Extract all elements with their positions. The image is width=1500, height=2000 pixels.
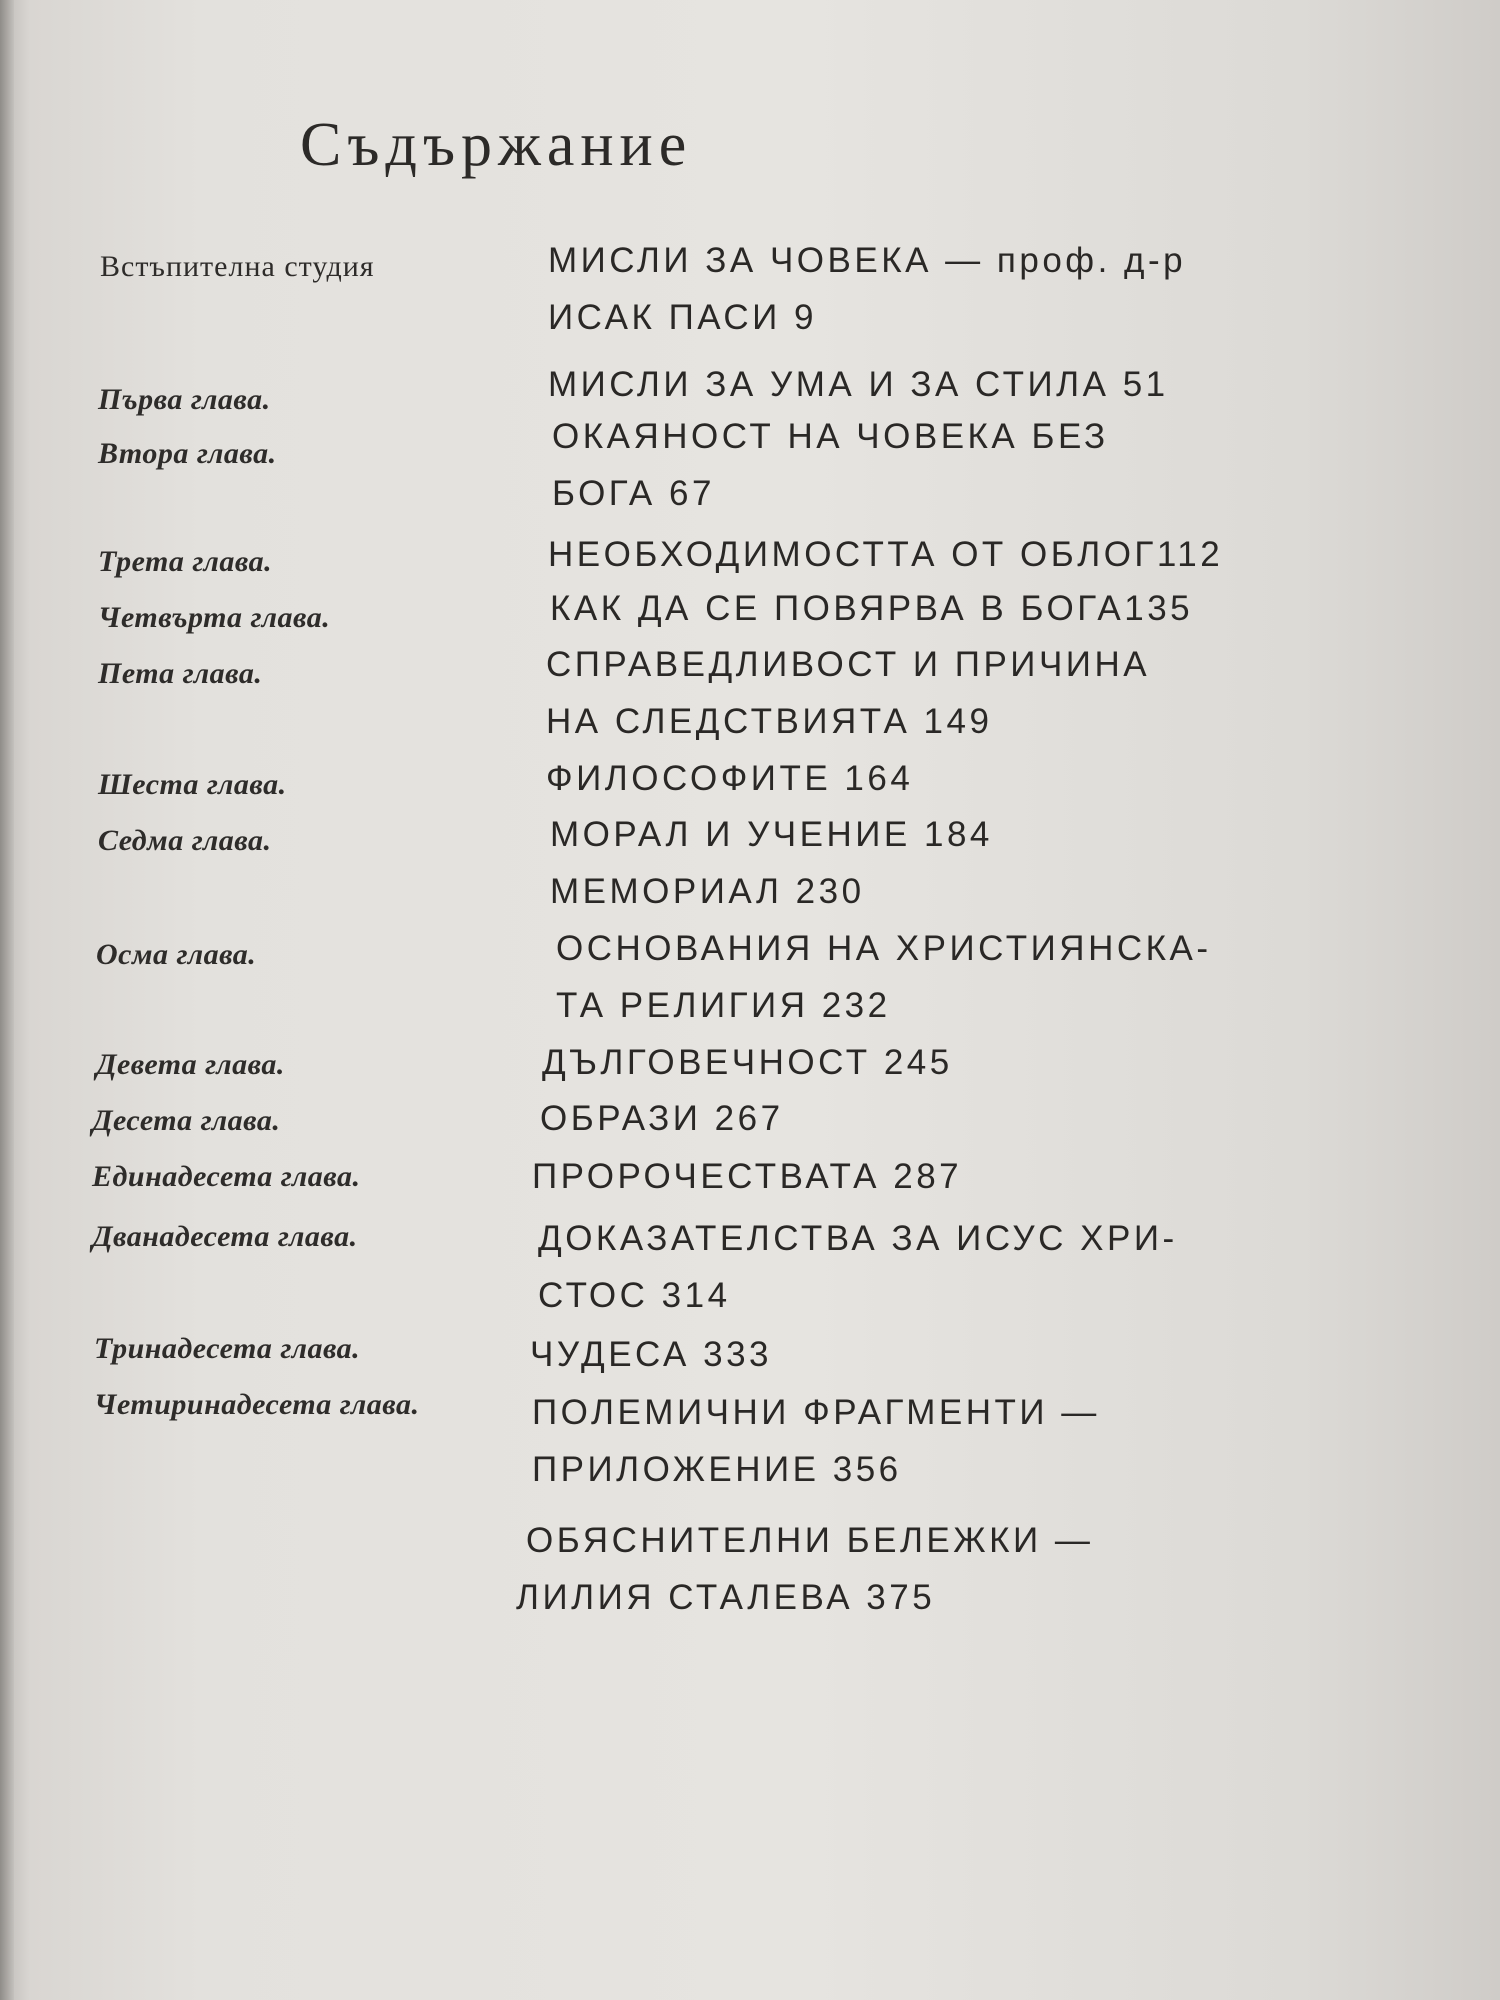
toc-line: ПРИЛОЖЕНИЕ 356: [532, 1450, 902, 1489]
toc-text: [516, 1512, 1094, 1626]
toc-label: Встъпителна студия: [100, 250, 375, 283]
toc-line: МИСЛИ ЗА ЧОВЕКА — проф. д-р: [548, 241, 1187, 280]
toc-line: ЛИЛИЯ СТАЛЕВА 375: [516, 1578, 936, 1617]
toc-label: Втора глава.: [98, 437, 277, 470]
toc-label: Осма глава.: [96, 938, 257, 971]
toc-text: [546, 636, 1150, 750]
toc-text: [538, 1210, 1178, 1324]
toc-line: СПРАВЕДЛИВОСТ И ПРИЧИНА: [546, 645, 1151, 684]
toc-text: [532, 1384, 1100, 1498]
toc-line: ДОКАЗАТЕЛСТВА ЗА ИСУС ХРИ-: [538, 1219, 1178, 1258]
toc-text: [548, 356, 1169, 413]
toc-line: ФИЛОСОФИТЕ 164: [546, 759, 914, 798]
toc-label: Четиринадесета глава.: [94, 1388, 420, 1421]
toc-text: [548, 232, 1186, 346]
toc-line: МОРАЛ И УЧЕНИЕ 184: [550, 815, 993, 854]
page-title: Съдържание: [300, 111, 693, 179]
toc-line: ОКАЯНОСТ НА ЧОВЕКА БЕЗ: [552, 417, 1109, 456]
toc-label: Първа глава.: [98, 383, 271, 416]
toc-line: СТОС 314: [538, 1276, 731, 1315]
toc-line: ПОЛЕМИЧНИ ФРАГМЕНТИ —: [532, 1393, 1100, 1432]
toc-line: ДЪЛГОВЕЧНОСТ 245: [542, 1043, 953, 1082]
toc-line: ОБРАЗИ 267: [540, 1099, 784, 1138]
toc-line: ОБЯСНИТЕЛНИ БЕЛЕЖКИ —: [526, 1521, 1094, 1560]
toc-text: [530, 1326, 772, 1383]
toc-line: ПРОРОЧЕСТВАТА 287: [532, 1157, 963, 1196]
toc-line: ИСАК ПАСИ 9: [548, 298, 817, 337]
toc-label: Четвърта глава.: [98, 601, 331, 634]
toc-label: Дванадесета глава.: [92, 1220, 358, 1253]
toc-line: ЧУДЕСА 333: [530, 1335, 773, 1374]
toc-label: Шеста глава.: [98, 768, 287, 801]
toc-line: БОГА 67: [552, 474, 715, 513]
toc-line: МИСЛИ ЗА УМА И ЗА СТИЛА 51: [548, 365, 1169, 404]
toc-label: Трета глава.: [98, 545, 273, 578]
toc-text: [542, 1034, 953, 1091]
toc-label: Десета глава.: [92, 1104, 281, 1137]
toc-text: [556, 920, 1212, 1034]
toc-text: [532, 1148, 962, 1205]
toc-text: [546, 750, 913, 807]
toc-line: ОСНОВАНИЯ НА ХРИСТИЯНСКА-: [556, 929, 1212, 968]
toc-line: КАК ДА СЕ ПОВЯРВА В БОГА135: [550, 589, 1194, 628]
toc-line: МЕМОРИАЛ 230: [550, 872, 865, 911]
toc-text: [550, 806, 993, 920]
toc-label: Тринадесета глава.: [94, 1332, 361, 1365]
toc-text: [540, 1090, 784, 1147]
toc-line: НЕОБХОДИМОСТТА ОТ ОБЛОГ112: [548, 535, 1224, 574]
toc-text: [550, 580, 1193, 637]
toc-text: [548, 526, 1223, 583]
toc-label: Пета глава.: [98, 657, 263, 690]
toc-label: Девета глава.: [96, 1048, 285, 1081]
toc-line: ТА РЕЛИГИЯ 232: [556, 986, 891, 1025]
toc-line: НА СЛЕДСТВИЯТА 149: [546, 702, 993, 741]
toc-text: [552, 408, 1109, 522]
toc-label: Седма глава.: [98, 824, 272, 857]
toc-label: Единадесета глава.: [92, 1160, 361, 1193]
